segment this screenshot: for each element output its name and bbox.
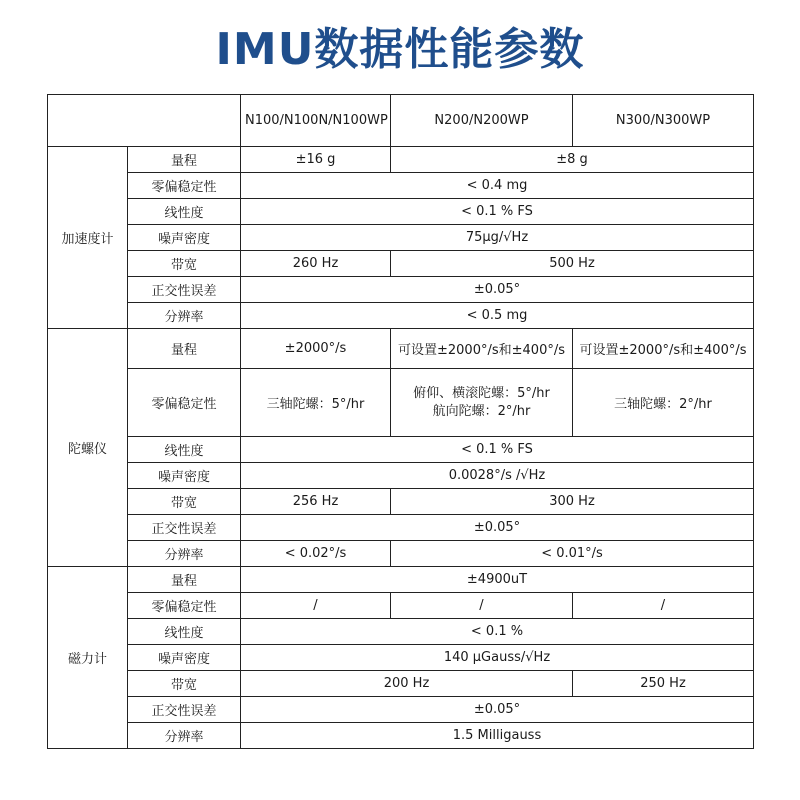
cell-value: 三轴陀螺：2°/hr [573, 369, 754, 437]
cell-value: ±0.05° [241, 697, 754, 723]
table-row [48, 619, 754, 645]
table-row [48, 147, 754, 173]
row-label: 零偏稳定性 [128, 173, 241, 199]
row-label: 正交性误差 [128, 277, 241, 303]
row-label: 线性度 [128, 199, 241, 225]
row-label: 零偏稳定性 [128, 369, 241, 437]
cell-value: 可设置±2000°/s和±400°/s [391, 329, 573, 369]
cell-line: 航向陀螺：2°/hr [432, 403, 531, 419]
table-row [48, 671, 754, 697]
cell-value: < 0.1 % FS [241, 437, 754, 463]
cell-value: 260 Hz [241, 251, 391, 277]
table-row [48, 697, 754, 723]
table-row [48, 645, 754, 671]
cell-value: 250 Hz [573, 671, 754, 697]
cell-value: / [391, 593, 573, 619]
row-label: 带宽 [128, 489, 241, 515]
row-label: 分辨率 [128, 541, 241, 567]
cell-value: < 0.1 % FS [241, 199, 754, 225]
cell-value: ±0.05° [241, 515, 754, 541]
cell-value: 三轴陀螺：5°/hr [241, 369, 391, 437]
table-row [48, 437, 754, 463]
cell-value: ±8 g [391, 147, 754, 173]
table-row [48, 277, 754, 303]
cell-value: < 0.02°/s [241, 541, 391, 567]
cell-value: 0.0028°/s /√Hz [241, 463, 754, 489]
cell-value: 500 Hz [391, 251, 754, 277]
cell-value-multiline [391, 369, 573, 437]
cell-value: < 0.1 % [241, 619, 754, 645]
row-label: 量程 [128, 567, 241, 593]
row-label: 线性度 [128, 437, 241, 463]
cell-value: 140 μGauss/√Hz [241, 645, 754, 671]
table-row [48, 329, 754, 369]
cell-value: 256 Hz [241, 489, 391, 515]
row-label: 噪声密度 [128, 225, 241, 251]
cell-value: 可设置±2000°/s和±400°/s [573, 329, 754, 369]
header-n100: N100/N100N/N100WP [241, 95, 391, 147]
cell-value: ±0.05° [241, 277, 754, 303]
group-magnetometer: 磁力计 [48, 567, 128, 749]
cell-value: 1.5 Milligauss [241, 723, 754, 749]
table-row [48, 369, 754, 437]
cell-value: ±4900uT [241, 567, 754, 593]
cell-value: < 0.4 mg [241, 173, 754, 199]
table-row [48, 251, 754, 277]
table-row [48, 593, 754, 619]
cell-value: < 0.5 mg [241, 303, 754, 329]
page-title: IMU数据性能参数 [215, 24, 585, 75]
cell-value: 200 Hz [241, 671, 573, 697]
cell-value: ±2000°/s [241, 329, 391, 369]
row-label: 分辨率 [128, 723, 241, 749]
cell-value: / [241, 593, 391, 619]
cell-value: 300 Hz [391, 489, 754, 515]
row-label: 量程 [128, 329, 241, 369]
group-accelerometer: 加速度计 [48, 147, 128, 329]
header-n300: N300/N300WP [573, 95, 754, 147]
table-row [48, 489, 754, 515]
row-label: 分辨率 [128, 303, 241, 329]
table-row [48, 567, 754, 593]
cell-value: < 0.01°/s [391, 541, 754, 567]
group-gyroscope: 陀螺仪 [48, 329, 128, 567]
cell-value: 75μg/√Hz [241, 225, 754, 251]
row-label: 正交性误差 [128, 515, 241, 541]
row-label: 带宽 [128, 671, 241, 697]
table-row [48, 541, 754, 567]
spec-table [47, 94, 754, 749]
cell-value: / [573, 593, 754, 619]
table-row [48, 303, 754, 329]
row-label: 线性度 [128, 619, 241, 645]
row-label: 噪声密度 [128, 645, 241, 671]
row-label: 正交性误差 [128, 697, 241, 723]
cell-value: ±16 g [241, 147, 391, 173]
table-row [48, 199, 754, 225]
cell-line: 俯仰、横滚陀螺：5°/hr [413, 385, 550, 401]
table-header-row [48, 95, 754, 147]
table-row [48, 173, 754, 199]
header-n200: N200/N200WP [391, 95, 573, 147]
row-label: 量程 [128, 147, 241, 173]
row-label: 带宽 [128, 251, 241, 277]
table-row [48, 515, 754, 541]
row-label: 零偏稳定性 [128, 593, 241, 619]
header-empty-cell [48, 95, 241, 147]
table-row [48, 225, 754, 251]
table-row [48, 463, 754, 489]
table-row [48, 723, 754, 749]
row-label: 噪声密度 [128, 463, 241, 489]
